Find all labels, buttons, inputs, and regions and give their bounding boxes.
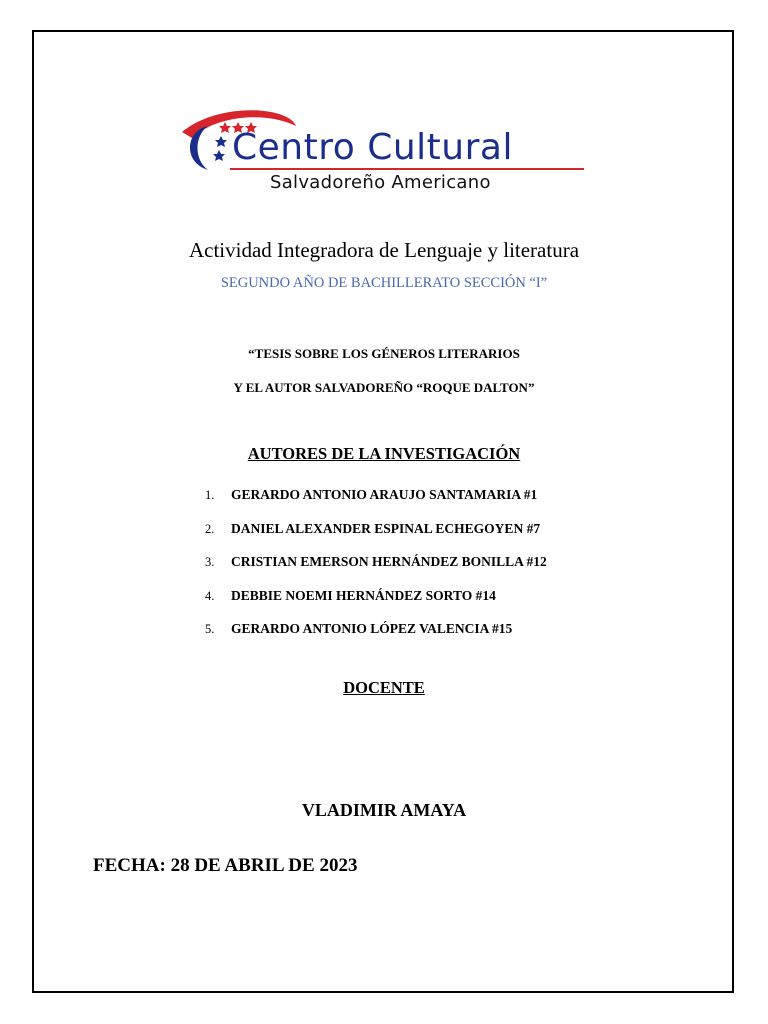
document-subtitle: SEGUNDO AÑO DE BACHILLERATO SECCIÓN “I” [220, 275, 548, 291]
list-number: 3. [205, 555, 215, 570]
list-item [205, 554, 547, 588]
list-number: 2. [205, 521, 215, 536]
document-date: FECHA: 28 DE ABRIL DE 2023 [93, 855, 358, 876]
author-name: CRISTIAN EMERSON HERNÁNDEZ BONILLA #12 [231, 554, 547, 570]
institution-logo [178, 104, 588, 196]
authors-list [205, 487, 547, 655]
list-item [205, 521, 547, 555]
author-name: GERARDO ANTONIO ARAUJO SANTAMARIA #1 [231, 487, 538, 502]
author-name: GERARDO ANTONIO LÓPEZ VALENCIA #15 [231, 621, 513, 637]
teacher-heading: DOCENTE [343, 678, 425, 697]
thesis-line-1: “TESIS SOBRE LOS GÉNEROS LITERARIOS [248, 346, 520, 361]
list-number: 1. [205, 488, 215, 502]
teacher-name: VLADIMIR AMAYA [301, 800, 467, 820]
logo-sub-text: Salvadoreño Americano [270, 172, 491, 193]
document-title: Actividad Integradora de Lenguaje y literatura [188, 238, 580, 262]
list-number: 5. [205, 622, 215, 637]
list-number: 4. [205, 588, 215, 603]
list-item [205, 621, 547, 655]
author-name: DANIEL ALEXANDER ESPINAL ECHEGOYEN #7 [231, 520, 541, 536]
list-item [205, 588, 547, 622]
logo-main-text: Centro Cultural [232, 127, 513, 168]
author-name: DEBBIE NOEMI HERNÁNDEZ SORTO #14 [231, 587, 496, 603]
list-item [205, 487, 547, 521]
authors-heading: AUTORES DE LA INVESTIGACIÓN [247, 444, 521, 463]
thesis-line-2: Y EL AUTOR SALVADOREÑO “ROQUE DALTON” [233, 380, 535, 395]
